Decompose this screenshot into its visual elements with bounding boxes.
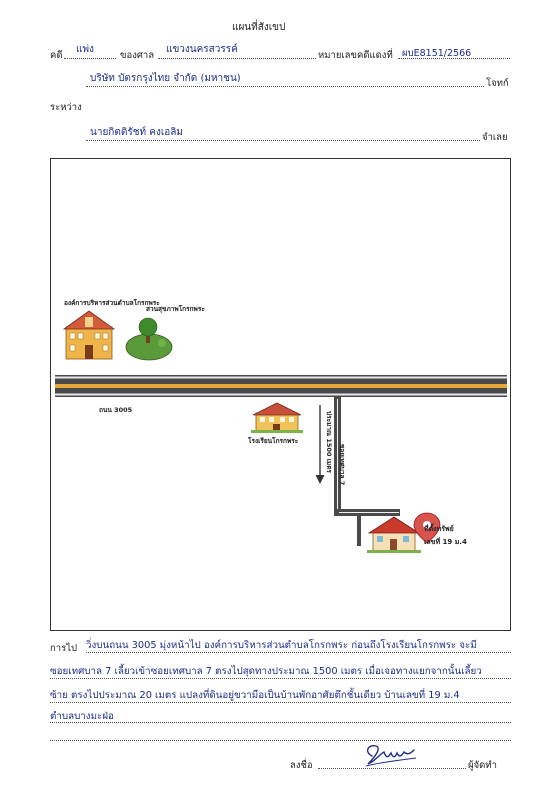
main-road-label: ถนน 3005 <box>99 406 133 414</box>
defendant-line <box>86 140 480 141</box>
directions-line-5-rule <box>50 740 511 741</box>
side-road-label: ซอยเทศบาล 7 <box>338 444 346 486</box>
directions-line-4: ตำบลบางมะฝ่อ <box>50 711 114 722</box>
plaintiff-value: บริษัท บัตรกรุงไทย จำกัด (มหาชน) <box>90 73 241 84</box>
court-label: ของศาล <box>120 50 155 61</box>
case-no-label: หมายเลขคดีแดงที่ <box>318 50 393 61</box>
directions-line-1: วิ่งบนถนน 3005 มุ่งหน้าไป องค์การบริหารส่วนตำบลโกรกพระ ก่อนถึงโรงเรียนโกรกพระ จะมี <box>86 640 477 651</box>
main-road-centerline <box>55 384 507 388</box>
between-label: ระหว่าง <box>50 102 82 113</box>
school-building-icon <box>251 403 303 433</box>
org-building-icon <box>64 311 114 359</box>
distance-label: ประมาณ 1500 เมตร <box>325 411 333 473</box>
court-name-value: แขวงนครสวรรค์ <box>166 44 238 55</box>
directions-line-3: ซ้าย ตรงไปประมาณ 20 เมตร แปลงที่ดินอยู่ขวามือเป็นบ้านพักอาศัยตึกชั้นเดียว บ้านเลขที่ 19 ม.4 <box>50 690 460 701</box>
sign-label: ลงชื่อ <box>290 760 313 771</box>
map-drawing <box>51 159 510 630</box>
case-label: คดี <box>50 50 63 61</box>
document-title: แผนที่สังเขป <box>232 22 286 33</box>
directions-line-2: ซอยเทศบาล 7 เลี้ยวเข้าซอยเทศบาล 7 ตรงไปสุดทางประมาณ 1500 เมตร เมื่อเจอทางแยกจากนั้นเลี้ยว <box>50 666 482 677</box>
sign-role: ผู้จัดทำ <box>468 760 497 771</box>
property-house-icon <box>367 517 421 553</box>
defendant-role: จำเลย <box>482 132 508 143</box>
defendant-value: นายกิตติรัชท์ คงเอลิม <box>90 127 183 138</box>
plaintiff-line <box>86 86 484 87</box>
court-name-line <box>158 58 316 59</box>
park-label: สวนสุขภาพโกรกพระ <box>146 305 205 313</box>
park-icon <box>126 318 172 360</box>
school-label: โรงเรียนโกรกพระ <box>248 437 299 445</box>
plaintiff-role: โจทก์ <box>486 78 509 89</box>
org-label: องค์การบริหารส่วนตำบลโกรกพระ <box>64 299 160 307</box>
directions-label: การไป <box>50 643 77 654</box>
driveway <box>357 516 361 546</box>
property-label: ที่ตั้งทรัพย์ <box>424 525 454 533</box>
property-number-label: เลขที่ 19 ม.4 <box>424 538 467 546</box>
case-type-line <box>64 58 116 59</box>
case-no-value: ผบE8151/2566 <box>402 48 472 59</box>
map-frame <box>50 158 511 631</box>
directions-line-4-rule <box>50 722 511 723</box>
distance-arrow-head <box>316 475 325 484</box>
case-type-value: แพ่ง <box>76 44 94 55</box>
signature-scribble <box>360 738 420 770</box>
